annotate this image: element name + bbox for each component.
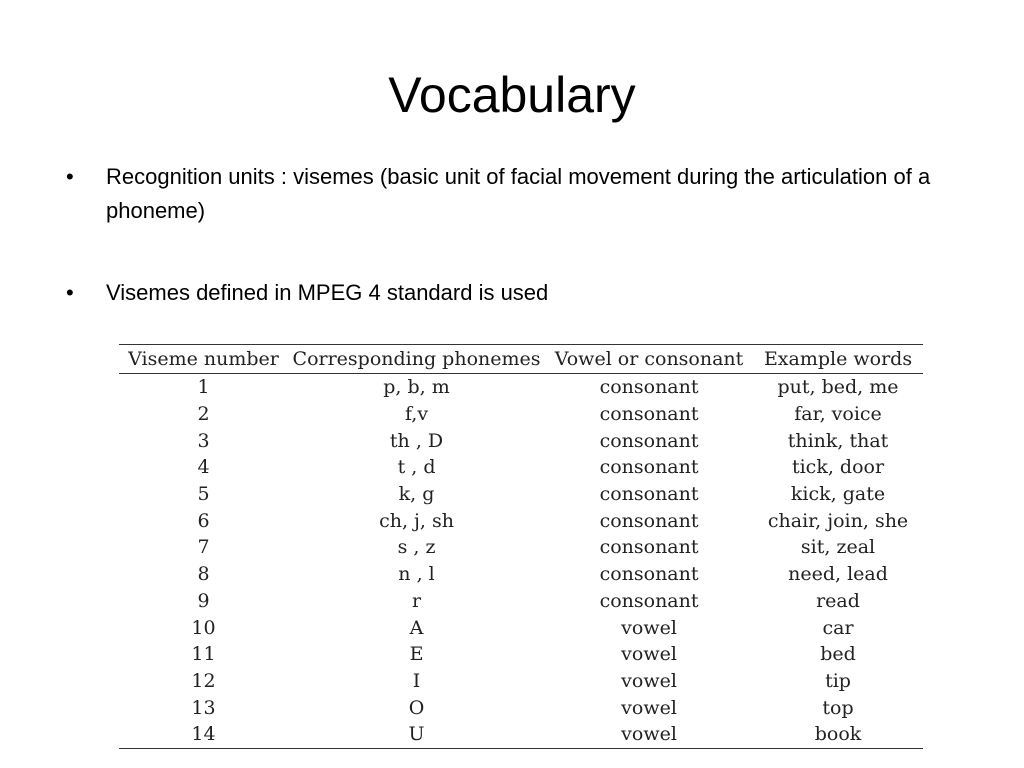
viseme-number-cell: 2 [197, 403, 210, 426]
table-row [119, 534, 923, 561]
table-row [119, 481, 923, 508]
header-vowel-or-consonant: Vowel or consonant [545, 345, 753, 374]
viseme-table [119, 344, 923, 749]
bullet-dot: • [66, 164, 74, 189]
example-words-cell: read [816, 589, 860, 612]
vowel-or-consonant-cell: consonant [599, 536, 699, 559]
vowel-or-consonant-cell: consonant [599, 563, 699, 586]
viseme-number-cell: 10 [191, 616, 216, 639]
viseme-number-cell: 9 [197, 589, 210, 612]
header-corresponding-phonemes: Corresponding phonemes [288, 345, 545, 374]
viseme-number-cell: 7 [197, 536, 210, 559]
vowel-or-consonant-cell: vowel [621, 643, 677, 666]
phonemes-cell: f,v [404, 403, 429, 426]
vowel-or-consonant-cell: consonant [599, 483, 699, 506]
table-header-row [119, 345, 923, 374]
viseme-number-cell: 14 [119, 721, 288, 748]
example-words-cell: need, lead [788, 563, 888, 586]
header-example-words: Example words [753, 345, 923, 374]
vowel-or-consonant-cell: consonant [599, 429, 699, 452]
table-row [119, 641, 923, 668]
phonemes-cell: O [408, 696, 425, 719]
table-body [119, 374, 923, 749]
phonemes-cell: s , z [397, 536, 436, 559]
vowel-or-consonant-cell: vowel [621, 669, 677, 692]
example-words-cell: tip [825, 669, 851, 692]
example-words-cell: tick, door [791, 456, 885, 479]
vowel-or-consonant-cell: consonant [599, 589, 699, 612]
table-row [119, 721, 923, 748]
example-words-cell: think, that [787, 429, 889, 452]
vowel-or-consonant-cell: vowel [621, 616, 677, 639]
table-row [119, 454, 923, 481]
example-words-cell: car [822, 616, 854, 639]
table-row [119, 694, 923, 721]
vowel-or-consonant-cell: consonant [599, 376, 699, 399]
table-row [119, 374, 923, 401]
phonemes-cell: p, b, m [383, 376, 450, 399]
table-row [119, 401, 923, 428]
vowel-or-consonant-cell: consonant [599, 509, 699, 532]
bullet-list [66, 160, 946, 310]
vowel-or-consonant-cell: consonant [599, 403, 699, 426]
viseme-number-cell: 8 [197, 563, 210, 586]
viseme-number-cell: 6 [197, 509, 210, 532]
phonemes-cell: I [412, 669, 421, 692]
bullet-dot: • [66, 280, 74, 305]
example-words-cell: put, bed, me [777, 376, 899, 399]
phonemes-cell: U [288, 721, 545, 748]
example-words-cell: top [822, 696, 854, 719]
viseme-number-cell: 1 [197, 376, 210, 399]
slide-title: Vocabulary [388, 67, 636, 123]
vowel-or-consonant-cell: vowel [621, 696, 677, 719]
phonemes-cell: k, g [398, 483, 435, 506]
table-row [119, 588, 923, 615]
viseme-number-cell: 4 [197, 456, 210, 479]
viseme-number-cell: 12 [191, 669, 216, 692]
example-words-cell: far, voice [794, 403, 882, 426]
table-row [119, 561, 923, 588]
phonemes-cell: ch, j, sh [379, 509, 454, 532]
viseme-number-cell: 5 [197, 483, 210, 506]
table-row [119, 614, 923, 641]
header-viseme-number: Viseme number [119, 345, 288, 374]
phonemes-cell: n , l [398, 563, 435, 586]
bullet-text: Visemes defined in MPEG 4 standard is used [106, 280, 549, 305]
table-row [119, 668, 923, 695]
bullet-item [66, 160, 946, 228]
viseme-number-cell: 11 [191, 643, 216, 666]
viseme-number-cell: 13 [191, 696, 216, 719]
viseme-number-cell: 3 [197, 429, 210, 452]
phonemes-cell: r [411, 589, 422, 612]
bullet-item [66, 276, 946, 310]
viseme-table-container [119, 344, 923, 749]
phonemes-cell: A [409, 616, 424, 639]
example-words-cell: chair, join, she [767, 509, 909, 532]
bullet-text: Recognition units : visemes (basic unit of facial movement during the articulation of a phoneme) [106, 164, 931, 223]
example-words-cell: book [753, 721, 923, 748]
phonemes-cell: t , d [397, 456, 436, 479]
table-row [119, 427, 923, 454]
phonemes-cell: E [409, 643, 424, 666]
table-row [119, 507, 923, 534]
example-words-cell: bed [820, 643, 856, 666]
vowel-or-consonant-cell: consonant [599, 456, 699, 479]
example-words-cell: kick, gate [790, 483, 886, 506]
phonemes-cell: th , D [389, 429, 444, 452]
example-words-cell: sit, zeal [800, 536, 876, 559]
vowel-or-consonant-cell: vowel [545, 721, 753, 748]
